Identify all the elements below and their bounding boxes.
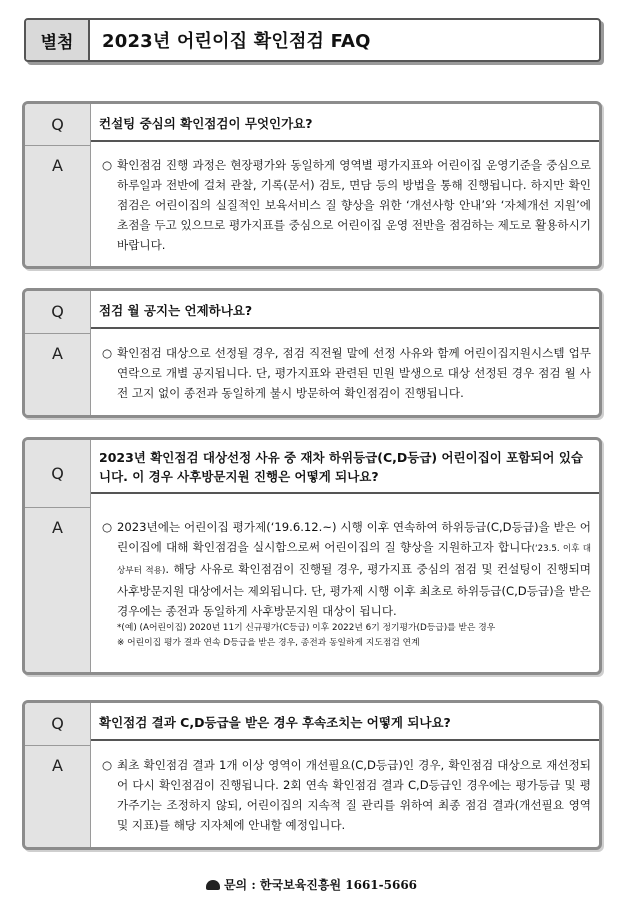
a-label: A: [25, 746, 91, 848]
answer-text-part1: 2023년에는 어린이집 평가제(‘19.6.12.~) 시행 이후 연속하여 하위등급(C,D등급)을 받은 어린이집에 대해 확인점검을 실시함으로써 어린이집의 질 향상을 지원하고자 합니다: [117, 519, 591, 554]
bullet: ○: [102, 157, 113, 172]
faq-item-4: [22, 700, 602, 850]
answer-small-note: (‘23.5. 이후 대상부터 적용): [117, 543, 591, 576]
bullet: ○: [102, 519, 113, 534]
answer-text: 확인점검 진행 과정은 현장평가와 동일하게 영역별 평가지표와 어린이집 운영기준을 중심으로 하루일과 전반에 걸쳐 관찰, 기록(문서) 검토, 면담 등의 방법을 통해 진행됩니다. 하지만 확인점검은 어린이집의 실질적인 보육서비스 질 향상을 위한 ‘개선사항 안내’와 ‘자체개선 지원’에 초점을 두고 있으므로 평가지표를 중심으로 어린이집 운영 전반을 점검하는 제도로 활용하시기 바랍니다.: [117, 157, 591, 252]
q-label: Q: [25, 291, 91, 334]
answer-text-part2: . 해당 사유로 확인점검이 진행될 경우, 평가지표 중심의 점검 및 컨설팅이 진행되며 사후방문지원 대상에서는 제외됩니다. 단, 평가제 시행 이후 최초로 하위등급(C,D등급)을 받은 경우에는 종전과 동일하게 사후방문지원 대상이 됩니다.: [117, 561, 592, 618]
contact-text: 문의 : 한국보육진흥원 1661-5666: [223, 878, 418, 892]
bullet: ○: [102, 757, 113, 772]
attachment-tag: 별첨: [26, 20, 90, 60]
example-note: *(예) (A어린이집) 2020년 11기 신규평가(C등급) 이후 2022년 6기 정기평가(D등급)를 받은 경우: [117, 622, 496, 633]
faq-question: 컨설팅 중심의 확인점검이 무엇인가요?: [91, 104, 599, 142]
faq-item-2: [22, 288, 602, 418]
faq-item-3: [22, 437, 602, 675]
phone-icon: [206, 880, 220, 890]
faq-question: 점검 월 공지는 언제하나요?: [91, 291, 599, 329]
faq-answer: [91, 334, 599, 416]
faq-answer: [91, 146, 599, 267]
title-bar: [24, 18, 601, 62]
a-label: A: [25, 146, 91, 267]
answer-text: 최초 확인점검 결과 1개 이상 영역이 개선필요(C,D등급)인 경우, 확인점검 대상으로 재선정되어 다시 확인점검이 진행됩니다. 2회 연속 확인점검 결과 C,D등급인 경우에는 평가등급 및 평가주기는 조정하지 않되, 어린이집의 지속적 질 관리를 위하여 최종 점검 결과(개선필요 영역 및 지표)를 해당 지자체에 안내할 예정입니다.: [117, 757, 591, 832]
q-label: Q: [25, 703, 91, 746]
faq-question: 확인점검 결과 C,D등급을 받은 경우 후속조치는 어떻게 되나요?: [91, 703, 599, 741]
bullet: ○: [102, 345, 113, 360]
faq-item-1: [22, 101, 602, 269]
q-label: Q: [25, 104, 91, 146]
page-title: 2023년 어린이집 확인점검 FAQ: [102, 31, 371, 52]
faq-question: 2023년 확인점검 대상선정 사유 중 재차 하위등급(C,D등급) 어린이집이 포함되어 있습니다. 이 경우 사후방문지원 진행은 어떻게 되나요?: [91, 440, 599, 494]
contact-line: [0, 876, 623, 893]
reference-note: ※ 어린이집 평가 결과 연속 D등급을 받은 경우, 종전과 동일하게 지도점검 연계: [117, 637, 420, 648]
faq-answer: [91, 746, 599, 848]
faq-answer: [91, 508, 599, 673]
a-label: A: [25, 334, 91, 416]
answer-text: 확인점검 대상으로 선정될 경우, 점검 직전월 말에 선정 사유와 함께 어린이집지원시스템 업무연락으로 개별 공지됩니다. 단, 평가지표와 관련된 민원 발생으로 대상 선정된 경우 점검 월 사전 고지 없이 종전과 동일하게 불시 방문하여 확인점검이 진행됩니다.: [117, 345, 591, 400]
answer-text: [117, 517, 591, 621]
a-label: A: [25, 508, 91, 673]
q-label: Q: [25, 440, 91, 508]
